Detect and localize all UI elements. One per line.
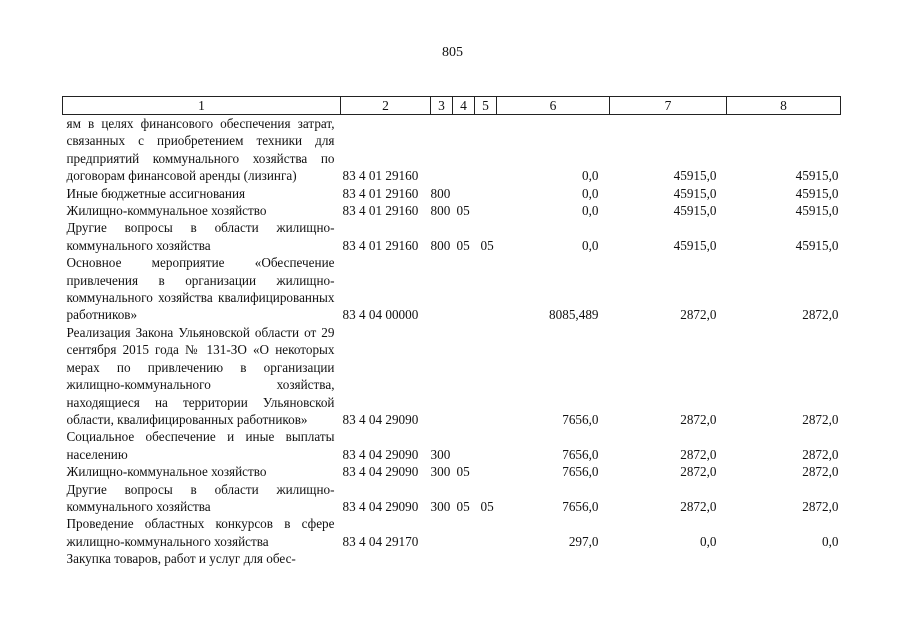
row-amount-col8: 2872,0 — [802, 446, 839, 462]
row-target-code: 83 4 04 29090 — [342, 446, 419, 462]
row-expense-type: 800 — [430, 237, 451, 253]
row-subsection — [475, 550, 497, 567]
column-header-7: 7 — [610, 97, 727, 115]
row-subsection — [475, 254, 497, 324]
row-name: Реализация Закона Ульяновской области от 29 сентября 2015 года № 131-ЗО «О некоторых мерах по привлечению в организации жилищно-коммунального хозяйства, находящиеся на территории Ульяновской области, квалифицированных работников» — [66, 324, 335, 427]
row-expense-type: 800 — [430, 185, 451, 201]
row-target-code: 83 4 04 29170 — [342, 533, 419, 549]
row-expense-type: 800 — [430, 203, 451, 219]
row-expense-type — [431, 324, 453, 428]
row-section — [453, 254, 475, 324]
table-row — [63, 219, 841, 254]
row-amount-col7: 45915,0 — [673, 185, 717, 201]
table-body — [63, 115, 841, 568]
row-amount-col7: 2872,0 — [680, 464, 717, 480]
row-expense-type: 300 — [430, 446, 451, 462]
row-section: 05 — [456, 203, 470, 219]
row-amount-col6: 7656,0 — [562, 411, 599, 427]
row-amount-col6: 7656,0 — [562, 498, 599, 514]
row-subsection — [475, 324, 497, 428]
row-amount-col6: 0,0 — [582, 203, 599, 219]
row-amount-col8: 45915,0 — [795, 237, 839, 253]
row-target-code: 83 4 04 29090 — [342, 411, 419, 427]
column-header-8: 8 — [727, 97, 841, 115]
row-name: Проведение областных конкурсов в сфере жилищно-коммунального хозяйства — [66, 516, 335, 549]
row-target-code: 83 4 04 29090 — [342, 498, 419, 514]
row-target-code: 83 4 04 00000 — [342, 307, 419, 323]
row-name: Другие вопросы в области жилищно-коммунального хозяйства — [66, 481, 335, 514]
row-section — [453, 550, 475, 567]
row-expense-type — [431, 115, 453, 185]
row-target-code: 83 4 01 29160 — [342, 237, 419, 253]
row-subsection — [475, 115, 497, 185]
row-amount-col6: 0,0 — [582, 168, 599, 184]
row-amount-col7 — [610, 550, 727, 567]
table-row — [63, 115, 841, 185]
row-name: ям в целях финансового обеспечения затрат, связанных с приобретением техники для предприятий коммунального хозяйства по договорам финансовой аренды (лизинга) — [66, 116, 335, 184]
row-section: 05 — [456, 464, 470, 480]
row-name: Жилищно-коммунальное хозяйство — [66, 464, 267, 480]
row-amount-col8: 2872,0 — [802, 464, 839, 480]
row-expense-type: 300 — [430, 498, 451, 514]
row-amount-col7: 45915,0 — [673, 168, 717, 184]
row-amount-col7: 2872,0 — [680, 446, 717, 462]
row-target-code: 83 4 01 29160 — [342, 203, 419, 219]
column-header-1: 1 — [63, 97, 341, 115]
column-header-5: 5 — [475, 97, 497, 115]
row-amount-col7: 2872,0 — [680, 498, 717, 514]
row-target-code: 83 4 01 29160 — [342, 168, 419, 184]
row-amount-col6: 297,0 — [568, 533, 599, 549]
row-expense-type — [431, 254, 453, 324]
table-row — [63, 324, 841, 428]
row-subsection — [475, 202, 497, 219]
column-header-3: 3 — [431, 97, 453, 115]
row-subsection — [475, 185, 497, 202]
table-row — [63, 254, 841, 324]
row-name: Иные бюджетные ассигнования — [66, 185, 246, 201]
row-section — [453, 428, 475, 463]
row-amount-col8: 0,0 — [822, 533, 839, 549]
row-amount-col8: 45915,0 — [795, 203, 839, 219]
row-section — [453, 185, 475, 202]
row-subsection — [475, 463, 497, 480]
row-amount-col6: 7656,0 — [562, 446, 599, 462]
row-amount-col6: 0,0 — [582, 237, 599, 253]
row-amount-col7: 2872,0 — [680, 307, 717, 323]
row-name: Основное мероприятие «Обеспечение привлечения в организации жилищно-коммунального хозяйства квалифицированных работников» — [66, 255, 335, 323]
column-header-4: 4 — [453, 97, 475, 115]
row-section: 05 — [456, 237, 470, 253]
row-expense-type: 300 — [430, 464, 451, 480]
row-amount-col8: 2872,0 — [802, 307, 839, 323]
table-row — [63, 202, 841, 219]
row-name: Социальное обеспечение и иные выплаты населению — [66, 429, 335, 462]
column-header-row — [63, 97, 841, 115]
table-row — [63, 428, 841, 463]
row-amount-col6 — [497, 550, 610, 567]
column-header-6: 6 — [497, 97, 610, 115]
row-name: Жилищно-коммунальное хозяйство — [66, 203, 267, 219]
table-row — [63, 481, 841, 516]
row-section — [453, 115, 475, 185]
row-target-code — [341, 550, 431, 567]
row-amount-col6: 7656,0 — [562, 464, 599, 480]
column-header-2: 2 — [341, 97, 431, 115]
table-row — [63, 463, 841, 480]
row-subsection — [475, 428, 497, 463]
row-amount-col6: 8085,489 — [549, 307, 599, 323]
row-expense-type — [431, 550, 453, 567]
row-section: 05 — [456, 498, 470, 514]
row-amount-col8: 45915,0 — [795, 185, 839, 201]
row-amount-col7: 45915,0 — [673, 237, 717, 253]
row-name: Другие вопросы в области жилищно-коммунального хозяйства — [66, 220, 335, 253]
row-amount-col6: 0,0 — [582, 185, 599, 201]
table-row — [63, 185, 841, 202]
row-expense-type — [431, 515, 453, 550]
row-amount-col7: 0,0 — [700, 533, 717, 549]
budget-table — [62, 96, 841, 568]
row-amount-col7: 2872,0 — [680, 411, 717, 427]
page-number: 805 — [442, 45, 463, 60]
row-section — [453, 324, 475, 428]
row-amount-col8: 2872,0 — [802, 498, 839, 514]
row-section — [453, 515, 475, 550]
table-row — [63, 550, 841, 567]
row-name: Закупка товаров, работ и услуг для обес- — [66, 551, 296, 567]
row-target-code: 83 4 01 29160 — [342, 185, 419, 201]
row-amount-col8: 2872,0 — [802, 411, 839, 427]
row-subsection: 05 — [480, 498, 494, 514]
table-row — [63, 515, 841, 550]
row-amount-col7: 45915,0 — [673, 203, 717, 219]
row-amount-col8: 45915,0 — [795, 168, 839, 184]
row-amount-col8 — [727, 550, 841, 567]
row-subsection: 05 — [480, 237, 494, 253]
row-subsection — [475, 515, 497, 550]
row-target-code: 83 4 04 29090 — [342, 464, 419, 480]
